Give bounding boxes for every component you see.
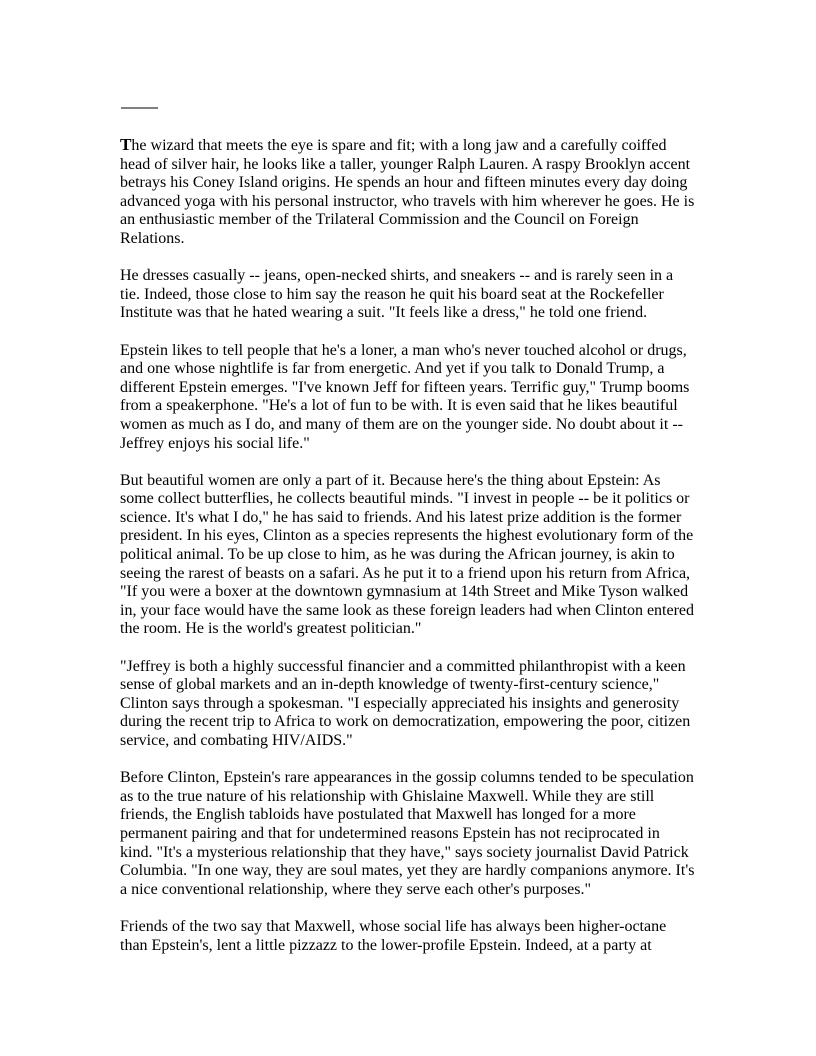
paragraph-4: But beautiful women are only a part of it. Because here's the thing about Epstein: As some collect butterflies, he collects beautiful minds. "I invest in people -- be it politics or science. It's what I do," he has said to friends. And his latest prize addition is the former president. In his eyes, Clinton as a species represents the highest evolutionary form of the political animal. To be up close to him, as he was during the African journey, is akin to seeing the rarest of beasts on a safari. As he put it to a friend upon his return from Africa, "If you were a boxer at the downtown gymnasium at 14th Street and Mike Tyson walked in, your face would have the same look as these foreign leaders had when Clinton entered the room. He is the world's greatest politician." [120, 471, 695, 638]
paragraph-6: Before Clinton, Epstein's rare appearances in the gossip columns tended to be speculation as to the true nature of his relationship with Ghislaine Maxwell. While they are still friends, the English tabloids have postulated that Maxwell has longed for a more permanent pairing and that for undetermined reasons Epstein has not reciprocated in kind. "It's a mysterious relationship that they have," says society journalist David Patrick Columbia. "In one way, they are soul mates, yet they are hardly companions anymore. It's a nice conventional relationship, where they serve each other's purposes." [120, 769, 695, 898]
paragraph-5: "Jeffrey is both a highly successful financier and a committed philanthropist with a keen sense of global markets and an in-depth knowledge of twenty-first-century science," Clinton says through a spokesman. "I especially appreciated his insights and generosity during the recent trip to Africa to work on democratization, empowering the poor, citizen service, and combating HIV/AIDS." [120, 657, 691, 749]
paragraph-7: Friends of the two say that Maxwell, whose social life has always been higher-octane than Epstein's, lent a little pizzazz to the lower-profile Epstein. Indeed, at a party at [120, 917, 667, 954]
section-separator-rule [121, 107, 158, 109]
article-body [120, 136, 696, 955]
paragraph-3: Epstein likes to tell people that he's a loner, a man who's never touched alcohol or drugs, and one whose nightlife is far from energetic. And yet if you talk to Donald Trump, a different Epstein emerges. "I've known Jeff for fifteen years. Terrific guy," Trump booms from a speakerphone. "He's a lot of fun to be with. It is even said that he likes beautiful women as much as I do, and many of them are on the younger side. No doubt about it -- Jeffrey enjoys his social life." [120, 341, 690, 452]
paragraph-2: He dresses casually -- jeans, open-necked shirts, and sneakers -- and is rarely seen in a tie. Indeed, those close to him say the reason he quit his board seat at the Rockefeller Institute was that he hated wearing a suit. "It feels like a dress," he told one friend. [120, 267, 674, 322]
lead-paragraph-text: he wizard that meets the eye is spare and fit; with a long jaw and a carefully coiffed head of silver hair, he looks like a taller, younger Ralph Lauren. A raspy Brooklyn accent betrays his Coney Island origins. He spends an hour and fifteen minutes every day doing advanced yoga with his personal instructor, who travels with him wherever he goes. He is an enthusiastic member of the Trilateral Commission and the Council on Foreign Relations. [120, 137, 695, 247]
lead-paragraph [120, 136, 696, 249]
lead-initial-letter: T [120, 135, 132, 154]
